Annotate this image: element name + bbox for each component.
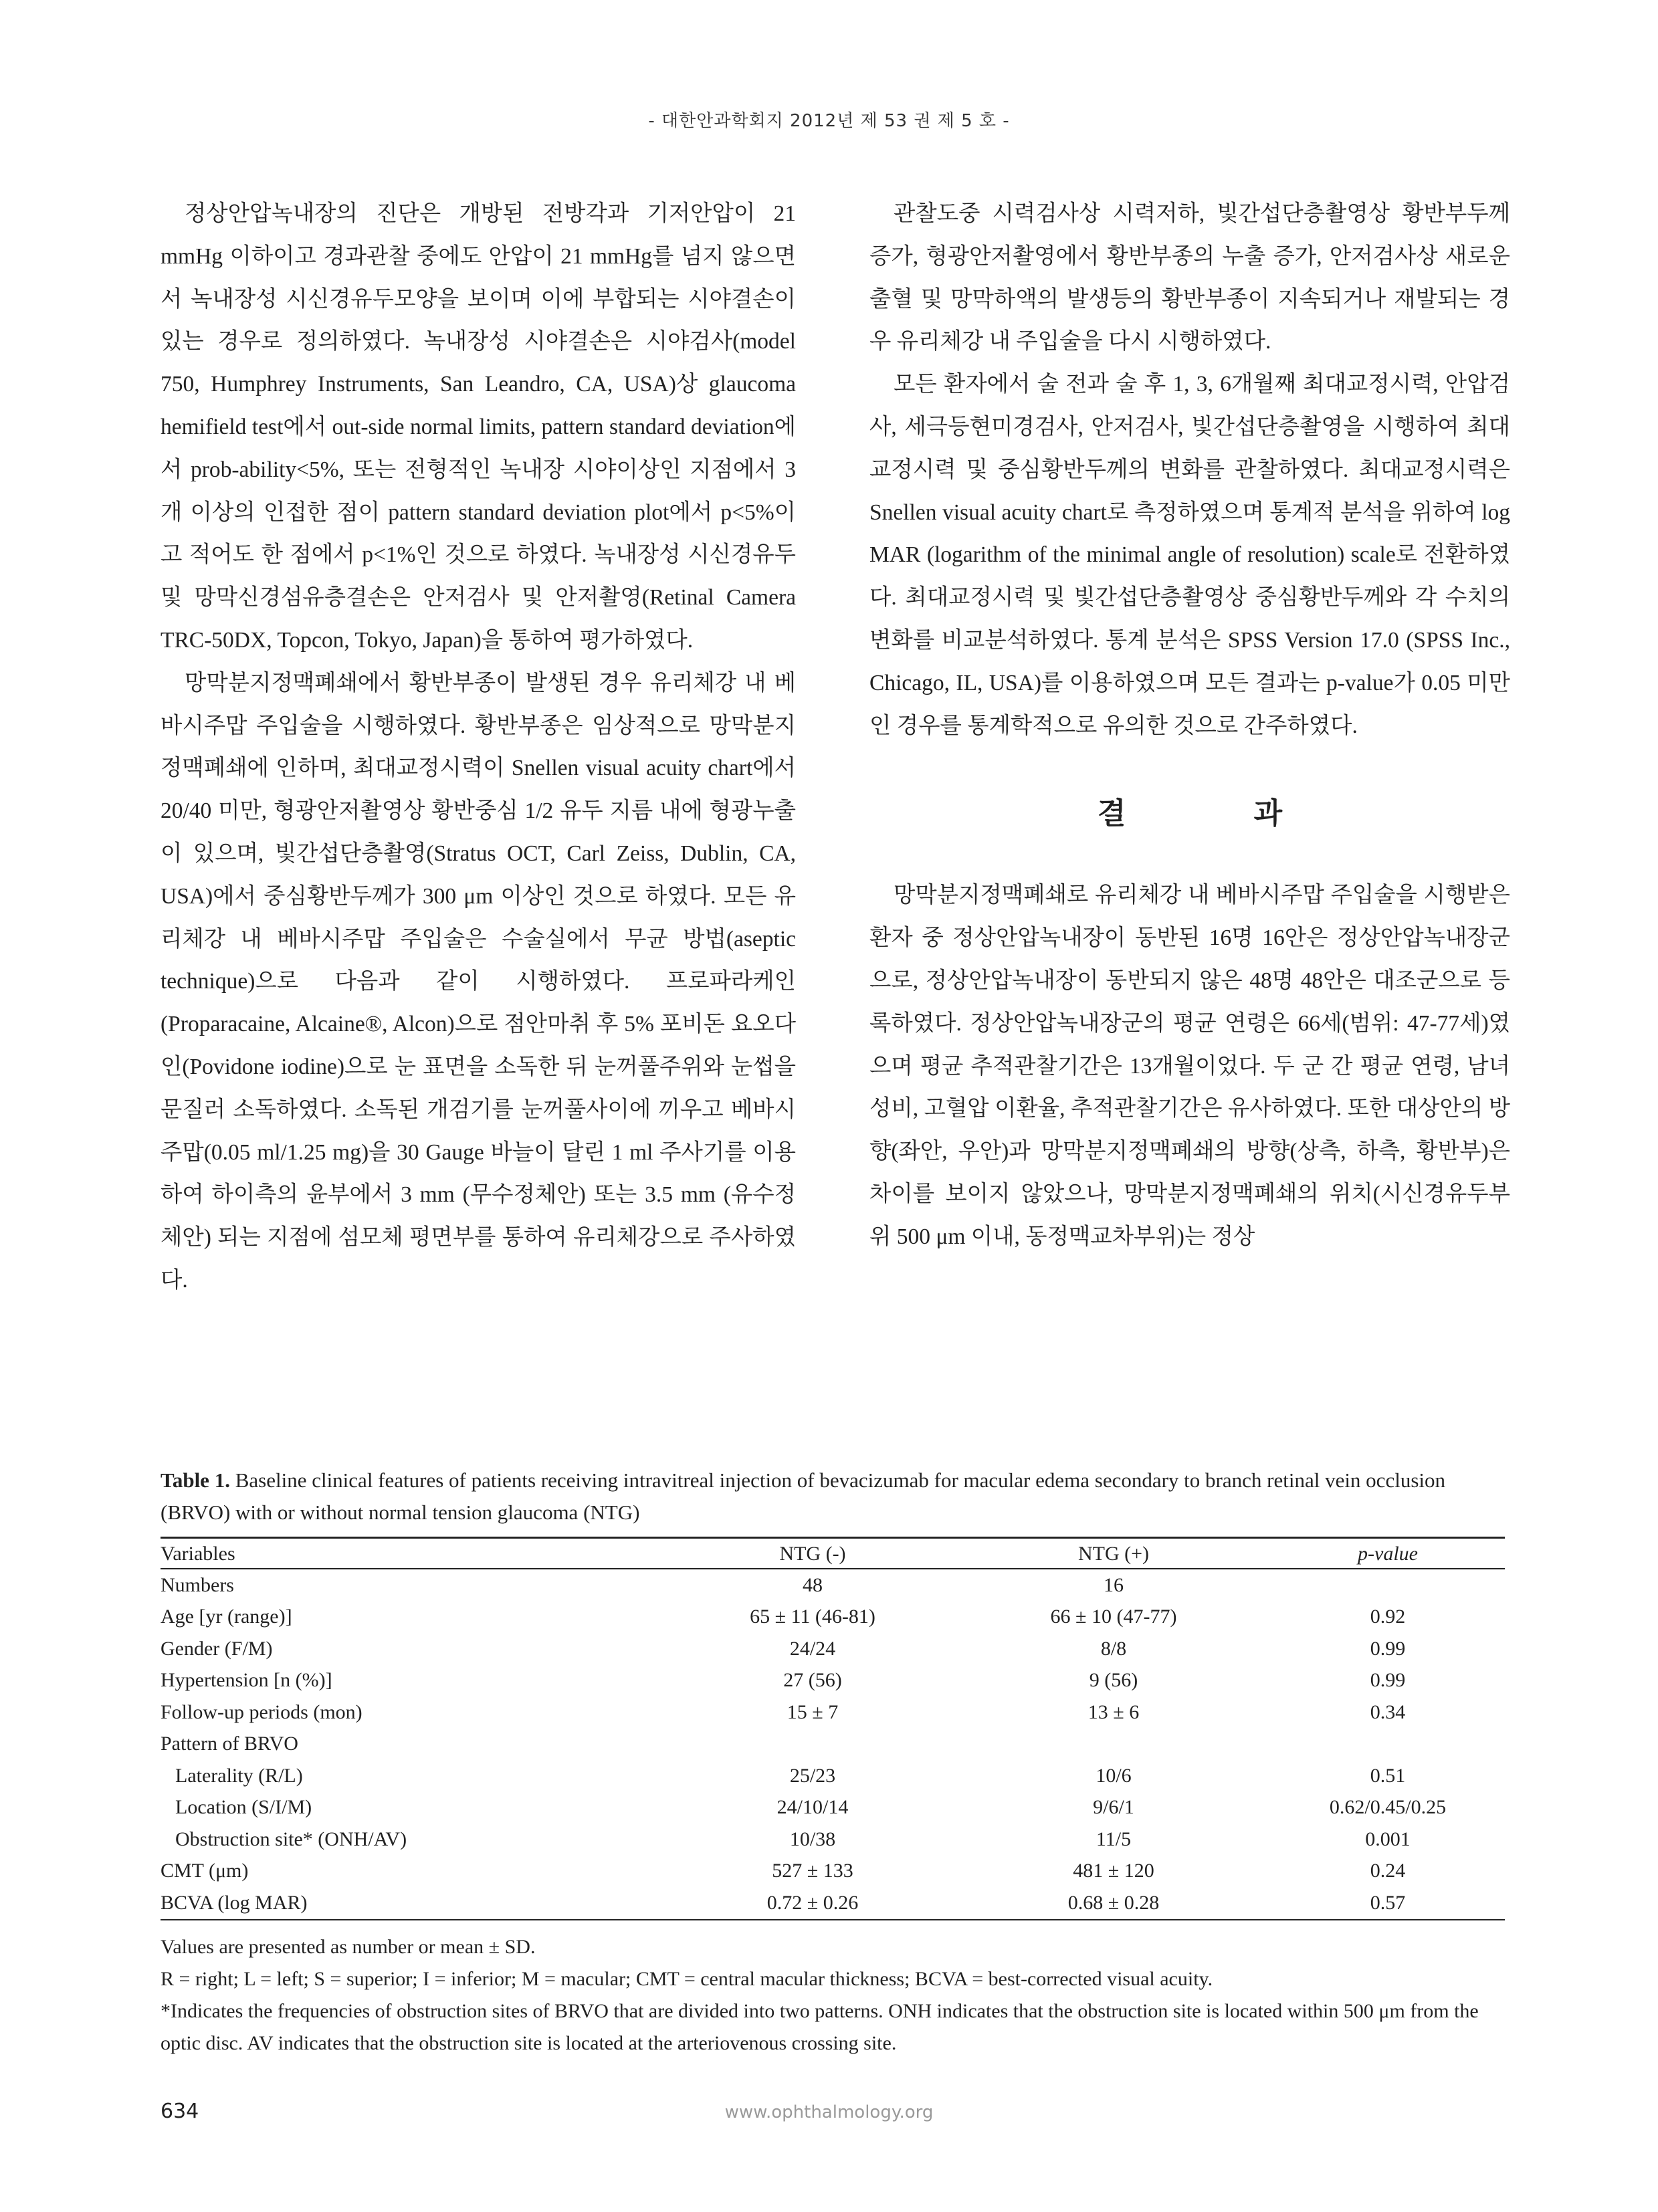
cell-ntg-negative: 25/23 (789, 1764, 836, 1787)
cell-variable: Gender (F/M) (161, 1637, 273, 1660)
table-caption (161, 1464, 1505, 1529)
cell-p-value (1271, 1569, 1505, 1601)
table-caption-label: Table 1. (161, 1468, 230, 1492)
section-heading-results: 결 과 (1097, 796, 1342, 831)
cell-variable: Laterality (R/L) (175, 1764, 303, 1787)
header-p-value (1271, 1538, 1505, 1569)
table-row (161, 1633, 1505, 1665)
paragraph: 망막분지정맥폐쇄에서 황반부종이 발생된 경우 유리체강 내 베바시주맙 주입술을 시행하였다. 황반부종은 임상적으로 망막분지정맥폐쇄에 인하며, 최대교정시력이 Snellen visual acuity chart에서 20/40 미만, 형광안저촬영상 황반중심 1/2 유두 지름 내에 형광누출이 있으며, 빛간섭단층촬영(Stratus OCT, Carl Zeiss, Dublin, CA, USA)에서 중심황반두께가 300 μm 이상인 것으로 하였다. 모든 유리체강 내 베바시주맙 주입술은 수술실에서 무균 방법(aseptic technique)으로 다음과 같이 시행하였다. 프로파라케인(Proparacaine, Alcaine®, Alcon)으로 점안마취 후 5% 포비돈 요오다인(Povidone iodine)으로 눈 표면을 소독한 뒤 눈꺼풀주위와 눈썹을 문질러 소독하였다. 소독된 개검기를 눈꺼풀사이에 끼우고 베바시주맙(0.05 ml/1.25 mg)을 30 Gauge 바늘이 달린 1 ml 주사기를 이용하여 하이측의 윤부에서 3 mm (무수정체안) 또는 3.5 mm (유수정체안) 되는 지점에 섬모체 평면부를 통하여 유리체강으로 주사하였다. (161, 670, 796, 1293)
header-variables: Variables (161, 1538, 669, 1569)
cell-p-value: 0.92 (1370, 1606, 1406, 1628)
table-note: Values are presented as number or mean ± SD. (161, 1935, 536, 1958)
cell-ntg-negative: 65 ± 11 (46-81) (750, 1606, 875, 1628)
cell-ntg-negative: 0.72 ± 0.26 (669, 1887, 956, 1920)
table-header-row (161, 1538, 1505, 1569)
cell-ntg-negative: 15 ± 7 (787, 1700, 839, 1723)
cell-ntg-positive: 9/6/1 (1093, 1796, 1134, 1819)
paragraph: 관찰도중 시력검사상 시력저하, 빛간섭단층촬영상 황반부두께 증가, 형광안저촬영에서 황반부종의 누출 증가, 안저검사상 새로운 출혈 및 망막하액의 발생등의 황반부종이 지속되거나 재발되는 경우 유리체강 내 주입술을 다시 시행하였다. (869, 201, 1510, 354)
baseline-table (161, 1537, 1505, 1920)
header-ntg-positive: NTG (+) (956, 1538, 1271, 1569)
table-row (161, 1792, 1505, 1824)
cell-p-value: 0.99 (1370, 1637, 1406, 1660)
table-row (161, 1887, 1505, 1920)
table-row (161, 1696, 1505, 1729)
cell-ntg-positive: 9 (56) (1089, 1669, 1138, 1692)
table-caption-text: Baseline clinical features of patients receiving intravitreal injection of bevacizumab for macular edema secondary to branch retinal vein occlusion (BRVO) with or without normal tension glaucoma (NTG) (161, 1468, 1445, 1524)
running-head: - 대한안과학회지 2012년 제 53 권 제 5 호 - (648, 111, 1010, 131)
paragraph: 망막분지정맥폐쇄로 유리체강 내 베바시주맙 주입술을 시행받은 환자 중 정상안압녹내장이 동반된 16명 16안은 정상안압녹내장군으로, 정상안압녹내장이 동반되지 않은 48명 48안은 대조군으로 등록하였다. 정상안압녹내장군의 평균 연령은 66세(범위: 47-77세)였으며 평균 추적관찰기간은 13개월이었다. 두 군 간 평균 연령, 남녀성비, 고혈압 이환율, 추적관찰기간은 유사하였다. 또한 대상안의 방향(좌안, 우안)과 망막분지정맥폐쇄의 방향(상측, 하측, 황반부)은 차이를 보이지 않았으나, 망막분지정맥폐쇄의 위치(시신경유두부위 500 μm 이내, 동정맥교차부위)는 정상 (869, 883, 1510, 1249)
cell-ntg-negative: 24/10/14 (776, 1796, 849, 1819)
table-notes (161, 1931, 1505, 2060)
table-row (161, 1760, 1505, 1792)
paragraph: 정상안압녹내장의 진단은 개방된 전방각과 기저안압이 21 mmHg 이하이고 경과관찰 중에도 안압이 21 mmHg를 넘지 않으면서 녹내장성 시신경유두모양을 보이며 이에 부합되는 시야결손이 있는 경우로 정의하였다. 녹내장성 시야결손은 시야검사(model 750, Humphrey Instruments, San Leandro, CA, USA)상 glaucoma hemifield test에서 out-side normal limits, pattern standard deviation에서 prob-ability<5%, 또는 전형적인 녹내장 시야이상인 지점에서 3개 이상의 인접한 점이 pattern standard deviation plot에서 p<5%이고 적어도 한 점에서 p<1%인 것으로 하였다. 녹내장성 시신경유두 및 망막신경섬유층결손은 안저검사 및 안저촬영(Retinal Camera TRC-50DX, Topcon, Tokyo, Japan)을 통하여 평가하였다. (161, 201, 796, 653)
page-number: 634 (161, 2100, 199, 2123)
cell-ntg-positive: 10/6 (1096, 1764, 1132, 1787)
cell-variable: Location (S/I/M) (175, 1796, 312, 1819)
cell-ntg-negative: 27 (56) (783, 1669, 842, 1692)
cell-ntg-negative: 48 (803, 1573, 823, 1596)
cell-p-value (1271, 1729, 1505, 1761)
cell-ntg-positive: 66 ± 10 (47-77) (1050, 1606, 1177, 1628)
cell-p-value: 0.51 (1370, 1764, 1406, 1787)
header-p-value-text: p-value (1358, 1543, 1418, 1565)
cell-variable: Numbers (161, 1573, 234, 1596)
cell-p-value: 0.62/0.45/0.25 (1329, 1796, 1447, 1819)
cell-variable: BCVA (log MAR) (161, 1887, 669, 1920)
cell-ntg-negative: 10/38 (789, 1828, 836, 1850)
right-column (869, 193, 1510, 1258)
cell-ntg-positive: 11/5 (1096, 1828, 1132, 1850)
table-row (161, 1601, 1505, 1634)
table-row (161, 1856, 1505, 1888)
table-row (161, 1665, 1505, 1697)
left-column (161, 193, 796, 1302)
table-1 (161, 1464, 1505, 2060)
cell-variable: Obstruction site* (ONH/AV) (175, 1828, 407, 1850)
table-row (161, 1823, 1505, 1856)
cell-p-value: 0.24 (1370, 1860, 1406, 1882)
cell-ntg-negative: 24/24 (789, 1637, 836, 1660)
cell-variable: Hypertension [n (%)] (161, 1669, 332, 1692)
cell-ntg-positive: 0.68 ± 0.28 (956, 1887, 1271, 1920)
cell-ntg-positive: 8/8 (1100, 1637, 1127, 1660)
table-note: R = right; L = left; S = superior; I = inferior; M = macular; CMT = central macular thickness; BCVA = best-corrected visual acuity. (161, 1967, 1213, 1990)
cell-p-value: 0.57 (1271, 1887, 1505, 1920)
header-ntg-negative: NTG (-) (669, 1538, 956, 1569)
cell-ntg-positive: 481 ± 120 (1073, 1860, 1154, 1882)
cell-variable: Pattern of BRVO (161, 1733, 298, 1755)
cell-variable: Age [yr (range)] (161, 1606, 292, 1628)
cell-variable: CMT (μm) (161, 1860, 249, 1882)
footer-url: www.ophthalmology.org (724, 2102, 934, 2122)
cell-ntg-negative (669, 1729, 956, 1761)
paragraph: 모든 환자에서 술 전과 술 후 1, 3, 6개월째 최대교정시력, 안압검사, 세극등현미경검사, 안저검사, 빛간섭단층촬영을 시행하여 최대교정시력 및 중심황반두께의 변화를 관찰하였다. 최대교정시력은 Snellen visual acuity chart로 측정하였으며 통계적 분석을 위하여 log MAR (logarithm of the minimal angle of resolution) scale로 전환하였다. 최대교정시력 및 빛간섭단층촬영상 중심황반두께와 각 수치의 변화를 비교분석하였다. 통계 분석은 SPSS Version 17.0 (SPSS Inc., Chicago, IL, USA)를 이용하였으며 모든 결과는 p-value가 0.05 미만인 경우를 통계학적으로 유의한 것으로 간주하였다. (869, 372, 1510, 738)
cell-ntg-negative: 527 ± 133 (772, 1860, 853, 1882)
cell-variable: Follow-up periods (mon) (161, 1700, 362, 1723)
table-row (161, 1729, 1505, 1761)
cell-p-value: 0.001 (1365, 1828, 1411, 1850)
table-row (161, 1569, 1505, 1601)
cell-ntg-positive: 16 (1104, 1573, 1124, 1596)
cell-ntg-positive (956, 1729, 1271, 1761)
cell-ntg-positive: 13 ± 6 (1087, 1700, 1140, 1723)
table-note: *Indicates the frequencies of obstruction sites of BRVO that are divided into two patterns. ONH indicates that the obstruction site is located within 500 μm from the optic disc. AV indicates that the obstruction site is located at the arteriovenous crossing site. (161, 1999, 1479, 2054)
cell-p-value: 0.99 (1370, 1669, 1406, 1692)
cell-p-value: 0.34 (1370, 1700, 1406, 1723)
